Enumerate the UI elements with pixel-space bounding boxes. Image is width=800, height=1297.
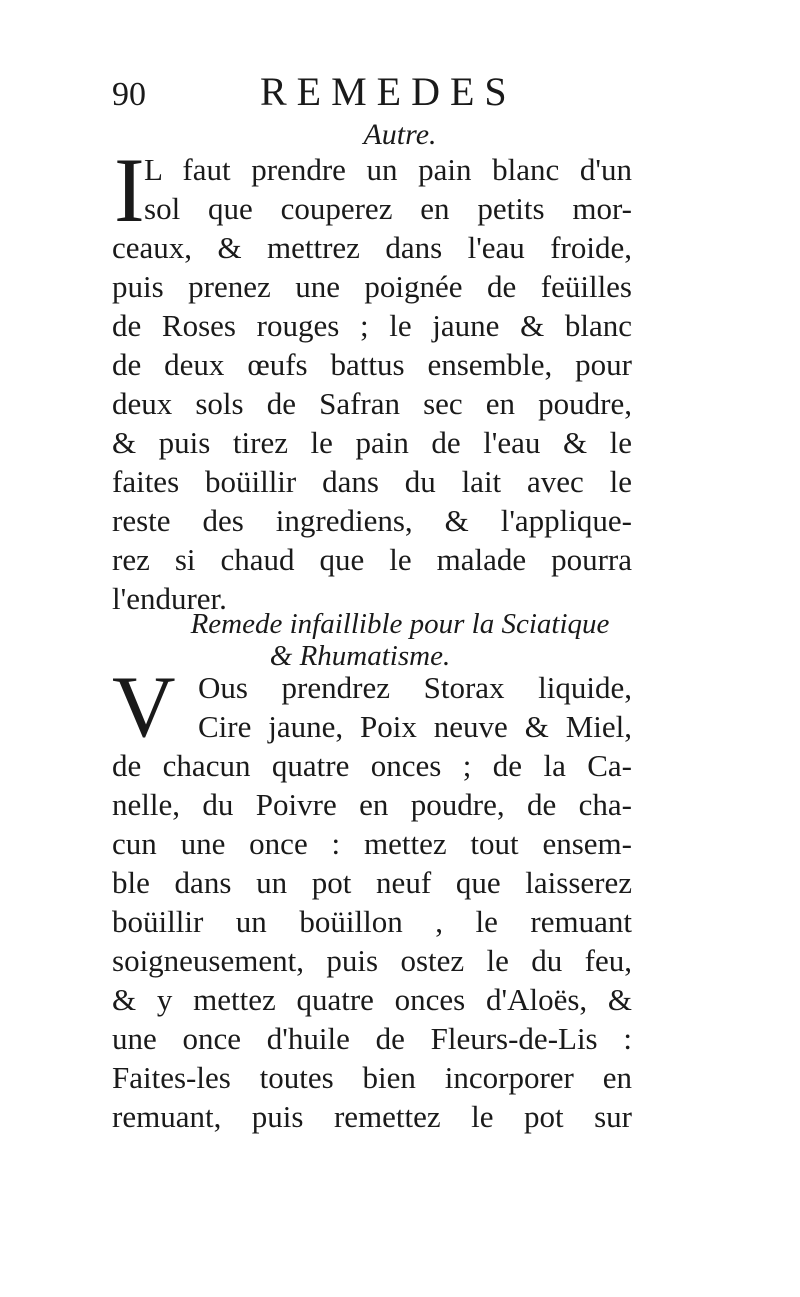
section2-body (112, 659, 632, 1136)
section2-line: ble dans un pot neuf que laisserez (112, 865, 632, 900)
section2-line: de chacun quatre onces ; de la Ca- (112, 748, 632, 783)
section2-line: remuant, puis remettez le pot sur (112, 1099, 632, 1134)
page-number: 90 (112, 76, 146, 113)
section1-line: L faut prendre un pain blanc d'un (144, 152, 632, 187)
section1-line: l'endurer. (112, 581, 227, 616)
section1-line: de deux œufs battus ensemble, pour (112, 347, 632, 382)
section1-line: puis prenez une poignée de feüilles (112, 269, 632, 304)
section1-line: reste des ingrediens, & l'applique- (112, 503, 632, 538)
section2-line: une once d'huile de Fleurs-de-Lis : (112, 1021, 632, 1056)
section1-line: ceaux, & mettrez dans l'eau froide, (112, 230, 632, 265)
page-header (112, 68, 652, 116)
section2-line: Cire jaune, Poix neuve & Miel, (198, 709, 632, 744)
section-title-autre: Autre. (363, 118, 437, 151)
section2-line: nelle, du Poivre en poudre, de cha- (112, 787, 632, 822)
section1-line: & puis tirez le pain de l'eau & le (112, 425, 632, 460)
drop-cap-i: I (114, 139, 145, 241)
section1-line: rez si chaud que le malade pourra (112, 542, 632, 577)
section1-line: faites boüillir dans du lait avec le (112, 464, 632, 499)
section1-line: de Roses rouges ; le jaune & blanc (112, 308, 632, 343)
drop-cap-v: V (112, 659, 176, 756)
section2-title-line1: Remede infaillible pour la Sciatique (190, 608, 610, 640)
section1-line: sol que couperez en petits mor- (144, 191, 632, 226)
section1-body (112, 139, 632, 618)
section2-line: cun une once : mettez tout ensem- (112, 826, 632, 861)
section2-line: boüillir un boüillon , le remuant (112, 904, 632, 939)
section2-line: soigneusement, puis ostez le du feu, (112, 943, 632, 978)
running-head: REMEDES (260, 69, 517, 114)
section2-line: Faites-les toutes bien incorporer en (112, 1060, 632, 1095)
section2-title-line2: & Rhumatisme. (269, 640, 451, 672)
section2-line: Ous prendrez Storax liquide, (198, 670, 632, 705)
section1-line: deux sols de Safran sec en poudre, (112, 386, 632, 421)
section2-line: & y mettez quatre onces d'Aloës, & (112, 982, 632, 1017)
